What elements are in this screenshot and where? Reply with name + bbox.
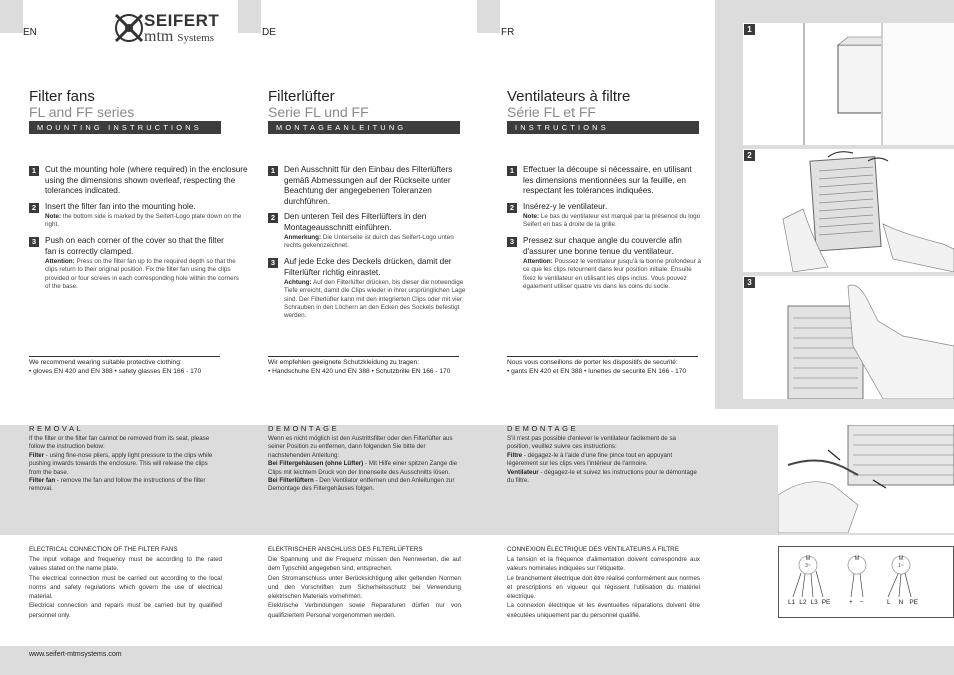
logo-systems: Systems [177,32,215,44]
terminal-label: N [898,599,904,606]
step-note [45,258,245,291]
lang-label-fr: FR [501,27,515,38]
removal-fan-text: - remove the fan and follow the instructions of the filter removal. [29,477,206,493]
de-wear-2: • Handschuhe EN 420 und EN 388 • Schutzbrille EN 166 - 170 [268,368,451,375]
step-note [284,279,477,320]
step-text: Pressez sur chaque angle du couvercle afin d'assurer une bonne tenue du ventilateur. [523,236,682,256]
removal-photo [778,425,954,533]
wiring-motor-3 [895,556,907,570]
terminal-label: L1 [788,599,796,606]
terminal-label: PE [909,599,918,606]
en-subtitle: FL and FF series [29,104,135,120]
removal-filter-label: Bei Filtergehäusen (ohne Lüfter) [268,460,364,468]
cutout-illustration [743,23,954,145]
logo-sub [144,28,214,46]
step-text: Insert the filter fan into the mounting hole. [45,202,196,211]
lang-tab-fr [477,0,500,33]
logo-mtm: mtm [144,28,174,45]
illustration-panel [715,0,954,409]
fr-wear-2: • gants EN 420 et EN 388 • lunettes de securité EN 166 - 170 [507,368,687,375]
step-note [523,213,703,230]
terminal-label: L2 [799,599,807,606]
elec-para-2: Den Stromanschluss unter Berücksichtigung aller geltenden Normen und den Vorschriften zum Sicherheitsschutz bei Verwendung elektrischen Materials vornehmen. [268,574,461,601]
removal-filter-text: - using fine-nose pliers, apply light pressure to the clips while pushing inwards towards the enclosure. This will release the clips from the base. [29,451,213,476]
fr-elec-heading: CONNEXION ÉLECTRIQUE DES VENTILATEURS A FILTRE [507,546,679,553]
removal-band [0,425,954,535]
press-cover-illustration [743,276,954,399]
en-removal-heading: REMOVAL [29,424,84,433]
photo-step-2 [743,149,954,272]
elec-para-3: Elektrische Verbindungen sowie Reparaturen dürfen nur von qualifiziertem Personal vorgenommen werden. [268,602,461,619]
de-elec-heading: ELEKTRISCHER ANSCHLUSS DES FILTERLÜFTERS [268,546,423,553]
lang-tab-en [0,0,23,33]
en-removal-text [29,435,221,494]
step-note [523,258,703,291]
removal-fan-text: - dégagez-le et suivez les instructions pour le démontage du filtre. [507,468,697,485]
de-divider [268,356,459,357]
removal-filter-label: Filtre [507,451,523,459]
en-elec-text [29,555,222,620]
elec-para-1: Die Spannung und die Frequenz müssen den Nennwerten, die auf dem Typschild angegeben sind, entsprechen. [268,556,461,573]
de-removal-text [268,435,460,494]
wiring-terminal-1 [788,599,830,606]
terminal-label: − [859,599,864,606]
note-label: Note: [45,213,62,220]
removal-filter-label: Filter [29,451,45,459]
pliers-removal-illustration [778,425,954,533]
removal-fan-text: - Den Ventilator entfernen und den Anleitungen zur Demontage des Filtergehäuses folgen. [268,477,455,493]
logo-mark-icon [112,11,146,45]
insert-fan-illustration [743,149,954,272]
step-note [45,213,245,230]
note-label: Achtung: [284,279,312,286]
note-label: Attention: [45,258,75,265]
photo-step-1 [743,23,954,145]
de-subtitle: Serie FL und FF [268,104,369,120]
fr-title: Ventilateurs à filtre [507,88,631,105]
footer [0,646,954,675]
step-text: Insérez-y le ventilateur. [523,202,608,211]
step-number: 3 [268,258,278,268]
note-text: Le bas du ventilateur est marqué par la présence du logo Seifert en bas à droite de la grille. [523,213,701,229]
fr-elec-text [507,555,700,620]
photo-step-3 [743,276,954,399]
removal-filter-text: - Mit Hilfe einer spitzen Zange die Clips mit leichtem Druck von der Innenseite des Ausschnitts lösen. [268,460,458,476]
en-divider [29,356,220,357]
terminal-label: PE [821,599,831,606]
elec-para-3: Electrical connection and repairs must be carried but by qualified personnel only. [29,602,222,619]
photo-number-1: 1 [744,24,755,35]
step-number: 3 [29,237,39,247]
elec-para-2: Le branchement électrique doit être réalisé conformément aux normes et prescriptions en vigueur qui régissent l'utilisation du matériel électrique. [507,574,700,601]
photo-number-3: 3 [744,277,755,288]
de-wear-1: Wir empfehlen geeignete Schutzkleidung zu tragen: [268,359,420,366]
removal-intro: Wenn es nicht möglich ist den Austrittsfilter oder den Filterlüfter aus seiner Position zu entfernen, dann folgenden Sie bitte der nachstehenden Anleitung: [268,435,453,459]
removal-fan-label: Bei Filterlüftern [268,477,314,485]
de-title: Filterlüfter [268,88,335,105]
de-elec-text [268,555,461,620]
elec-para-3: La connexion électrique et les éventuelles réparations doivent être exécutées uniquement par du personnel qualifié. [507,602,700,619]
fr-bar: INSTRUCTIONS D'INSTALLATION [507,121,699,134]
fr-subtitle: Série FL et FF [507,104,596,120]
step-number: 3 [507,237,517,247]
step-text: Den Ausschnitt für den Einbau des Filterlüfters gemäß Abmessungen auf der Rückseite unter Beachtung der angegebenen Toleranzen durchführen. [284,165,453,206]
step-text: Den unteren Teil des Filterlüfters in den Montageausschnitt einführen. [284,212,427,232]
note-text: Poussez le ventilateur jusqu'à la bonne profondeur à ce que les clips retournent dans leur position initiale. Ensuite fixez le ventilateur en utilisant les clips inclus. Vous pouvez également utiliser quatre vis dans les coins du socle. [523,258,701,290]
elec-para-1: The input voltage and frequency must be according to the rated values stated on the name plate. [29,556,222,573]
note-text: Press on the filter fan up to the required depth so that the clips return to their original position. Fix the filter fan using the clips provided or four screws in each corresponding hole within the corners of the base. [45,258,239,290]
note-label: Attention: [523,258,553,265]
wiring-motor-1 [802,556,814,570]
note-text: the bottom side is marked by the Seifert-Logo plate down on the right. [45,213,242,229]
wiring-motor-2 [851,556,863,563]
motor-label: M [854,556,860,562]
note-text: Auf den Filterlüfter drücken, bis dieser die notwendige Tiefe erreicht, damit die Clips wieder in ihrer ursprünglichen Lage sind. Der Filterlüfter kann mit den integrierten Clips oder mit vier Schrauben in den Löchern an den Ecken des Sockels befestigt werden. [284,279,466,320]
step-number: 2 [507,203,517,213]
elec-para-1: La tension et la fréquence d'alimentation doivent correspondre aux valeurs nominales indiquées sur l'étiquette. [507,556,700,573]
motor-phase: 3~ [805,563,811,569]
motor-phase: 1~ [898,563,904,569]
removal-intro: S'il n'est pas possible d'enlever le ventilateur facilement de sa position, veuillez suivre ces instructions: [507,435,676,451]
fr-divider [507,356,698,357]
motor-label: M [805,556,811,562]
logo-name: SEIFERT [144,11,220,30]
terminal-label: L [887,599,891,606]
en-title: Filter fans [29,88,95,105]
fr-wear-1: Nous vous conseillons de porter les dispositifs de securité: [507,359,678,366]
note-text: Die Unterseite ist durch das Seifert-Logo unten rechts gekennzeichnet. [284,234,454,250]
terminal-label: + [849,599,853,606]
en-bar: MOUNTING INSTRUCTIONS [29,121,221,134]
lang-label-en: EN [23,27,37,38]
step-number: 1 [29,166,39,176]
note-label: Note: [523,213,540,220]
step-text: Cut the mounting hole (where required) in the enclosure using the dimensions shown overleaf, respecting the tolerances indicated. [45,165,248,196]
step-number: 2 [29,203,39,213]
wiring-terminal-3 [887,599,918,606]
removal-fan-label: Ventilateur [507,468,539,476]
motor-label: M [898,556,904,562]
photo-number-2: 2 [744,150,755,161]
footer-url[interactable]: www.seifert-mtmsystems.com [29,651,122,658]
wiring-diagram [778,546,954,618]
fr-removal-text [507,435,699,485]
step-number: 1 [268,166,278,176]
logo [112,10,227,46]
en-elec-heading: ELECTRICAL CONNECTION OF THE FILTER FANS [29,546,178,553]
step-text: Push on each corner of the cover so that the filter fan is correctly clamped. [45,236,224,256]
de-removal-heading: DEMONTAGE [268,424,340,433]
lang-tab-de [238,0,261,33]
step-number: 2 [268,213,278,223]
elec-para-2: The electrical connection must be carried out according to the local norms and safety regulations which govern the use of electrical material. [29,574,222,601]
terminal-label: L3 [810,599,818,606]
fr-removal-heading: DEMONTAGE [507,424,579,433]
step-note [284,234,469,251]
removal-intro: If the filter or the filter fan cannot be removed from its seat, please follow the instruction below: [29,435,210,451]
step-number: 1 [507,166,517,176]
step-text: Auf jede Ecke des Deckels drücken, damit der Filterlüfter richtig einrastet. [284,257,452,277]
removal-filter-text: - dégagez-le à l'aide d'une fine pince tout en appuyant légèrement sur les clips vers l'intérieur de l'armoire. [507,451,673,468]
note-label: Anmerkung: [284,234,322,241]
removal-fan-label: Filter fan [29,477,56,485]
lang-label-de: DE [262,27,276,38]
wiring-terminal-2 [849,599,864,606]
step-text: Effectuer la découpe si nécessaire, en utilisant les dimensions mentionnées sur la feuille, en respectant les tolérances indiquées. [523,165,692,196]
de-bar: MONTAGEANLEITUNG [268,121,460,134]
en-wear-2: • gloves EN 420 and EN 388 • safety glasses EN 166 - 170 [29,368,202,375]
en-wear-1: We recommend wearing suitable protective clothing: [29,359,182,366]
